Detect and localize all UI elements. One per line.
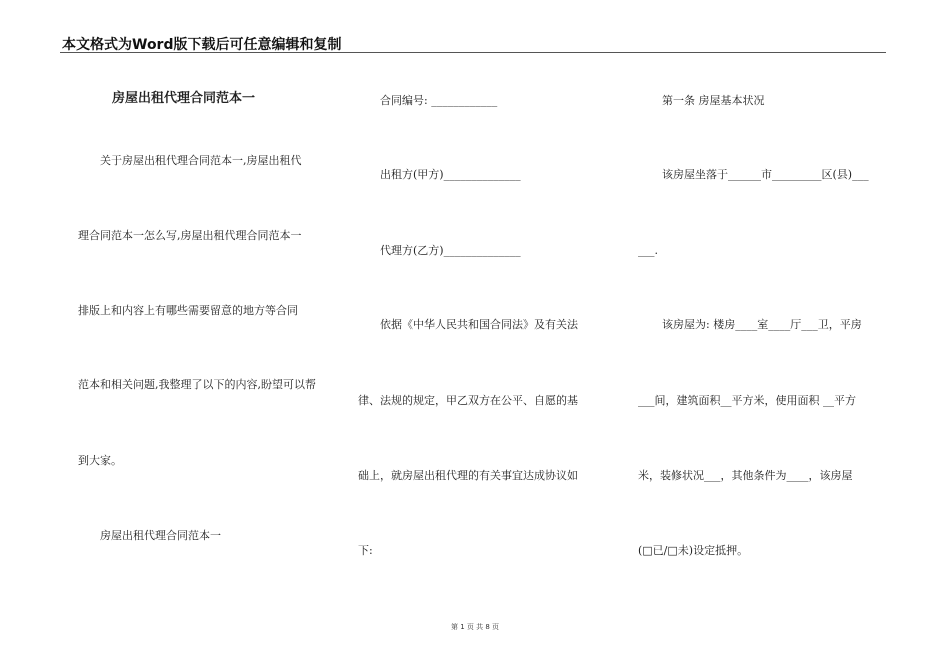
section-heading: 房屋出租代理合同范本一: [100, 529, 221, 542]
paragraph-line: 米，装修状况___，其他条件为____，该房屋: [638, 469, 853, 482]
paragraph-line: 关于房屋出租代理合同范本一,房屋出租代: [100, 154, 302, 167]
paragraph-line: 下:: [358, 544, 373, 557]
article-heading: 第一条 房屋基本状况: [662, 94, 765, 107]
paragraph-line: 排版上和内容上有哪些需要留意的地方等合同: [78, 304, 298, 317]
contract-number-field: 合同编号: ____________: [380, 94, 498, 107]
paragraph-line: 律、法规的规定，甲乙双方在公平、自愿的基: [358, 394, 578, 407]
paragraph-line: 理合同范本一怎么写,房屋出租代理合同范本一: [78, 229, 302, 242]
paragraph-line: 到大家。: [78, 454, 122, 467]
lessor-field: 出租方(甲方)______________: [380, 168, 521, 181]
document-title: 房屋出租代理合同范本一: [112, 91, 256, 106]
paragraph-line: 该房屋为: 楼房____室____厅___卫，平房: [662, 318, 862, 331]
agent-field: 代理方(乙方)______________: [380, 244, 521, 257]
paragraph-line: (□已/□未)设定抵押。: [638, 544, 749, 557]
paragraph-line: 础上，就房屋出租代理的有关事宜达成协议如: [358, 469, 578, 482]
paragraph-line: ___.: [638, 244, 658, 257]
page-number: 第 1 页 共 8 页: [450, 623, 500, 631]
download-notice-header: 本文格式为Word版下载后可任意编辑和复制: [62, 37, 342, 53]
paragraph-line: 该房屋坐落于______市_________区(县)___: [662, 168, 869, 181]
paragraph-line: 依据《中华人民共和国合同法》及有关法: [380, 318, 578, 331]
paragraph-line: ___间，建筑面积__平方米，使用面积 __平方: [638, 394, 856, 407]
header-divider: [60, 52, 886, 53]
paragraph-line: 范本和相关问题,我整理了以下的内容,盼望可以帮: [78, 378, 316, 391]
